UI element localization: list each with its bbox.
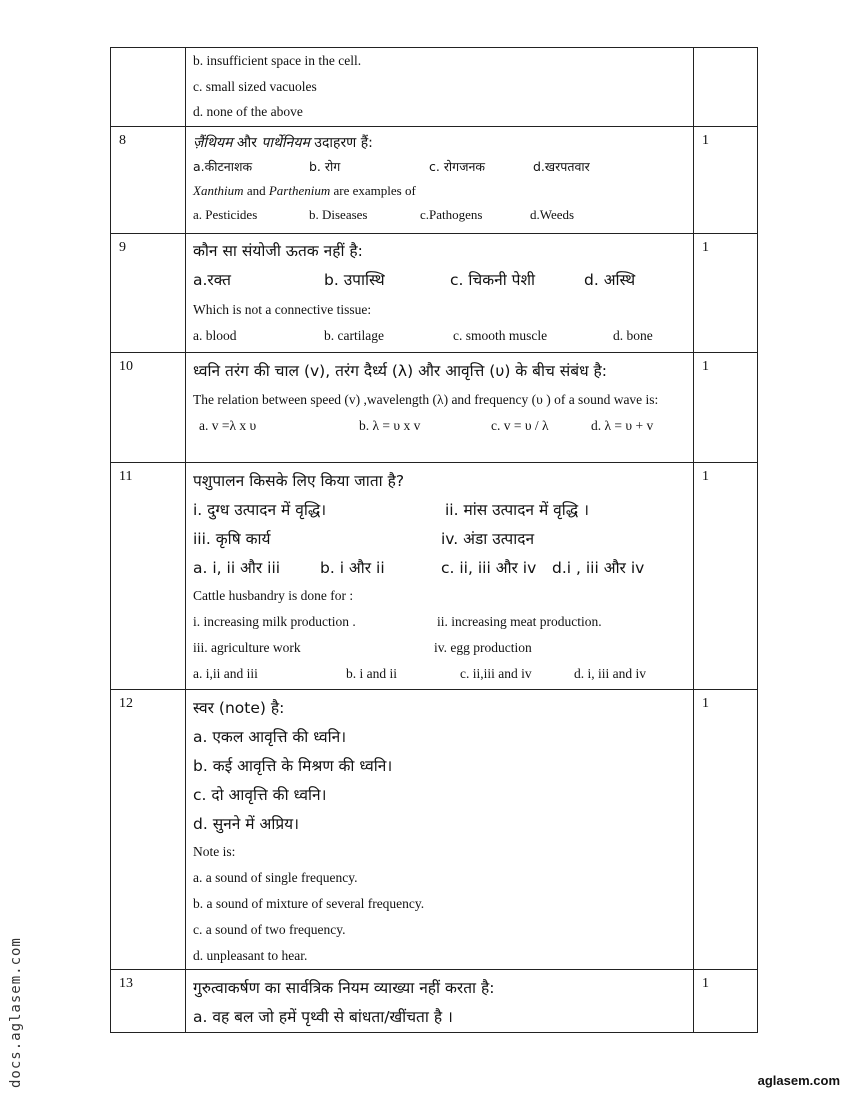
options-hindi — [193, 554, 687, 583]
watermark-vertical: docs.aglasem.com — [8, 937, 24, 1088]
option-text: a. i,ii and iii — [193, 666, 258, 681]
option-text: b. i and ii — [346, 666, 397, 681]
question-text-english: The relation between speed (v) ,wavelength (λ) and frequency (υ ) of a sound wave is: — [193, 392, 659, 407]
question-text-english — [193, 179, 687, 203]
option-text: b. a sound of mixture of several frequency. — [193, 896, 425, 911]
question-table — [110, 47, 758, 1033]
question-number: 13 — [111, 970, 186, 1033]
question-row — [111, 234, 758, 353]
question-body — [186, 353, 694, 463]
question-row — [111, 353, 758, 463]
question-row — [111, 463, 758, 690]
statement-text: iii. agriculture work — [193, 640, 301, 655]
question-text-hindi: स्वर (note) है: — [193, 699, 285, 717]
option-text: a. a sound of single frequency. — [193, 870, 358, 885]
question-number: 11 — [111, 463, 186, 690]
question-row — [111, 690, 758, 970]
option-text: d. अस्थि — [584, 271, 636, 289]
italic-term: ज़ैंथियम — [193, 135, 233, 151]
option-text: b. रोग — [309, 159, 341, 174]
option-text: d.i , iii और iv — [552, 559, 645, 577]
option-text: d.खरपतवार — [533, 159, 590, 174]
question-row — [111, 48, 758, 127]
question-number: 10 — [111, 353, 186, 463]
question-body — [186, 970, 694, 1033]
statement-text: ii. मांस उत्पादन में वृद्धि । — [445, 501, 589, 519]
question-number — [111, 48, 186, 127]
question-text-hindi — [193, 127, 687, 155]
question-body — [186, 127, 694, 234]
option-text: c. smooth muscle — [453, 328, 548, 343]
marks: 1 — [694, 234, 758, 353]
italic-term: पार्थेनियम — [261, 135, 310, 151]
question-text-english: Note is: — [193, 844, 236, 859]
statement-text: ii. increasing meat production. — [437, 614, 602, 629]
question-row — [111, 970, 758, 1033]
options-english — [193, 661, 687, 687]
statement-text: iii. कृषि कार्य — [193, 530, 271, 548]
option-text: a. वह बल जो हमें पृथ्वी से बांधता/खींचता है । — [193, 1008, 453, 1026]
question-text-english: Cattle husbandry is done for : — [193, 588, 354, 603]
option-text: c. ii, iii और iv — [441, 559, 537, 577]
option-text: a. Pesticides — [193, 207, 258, 222]
watermark-brand: aglasem.com — [757, 1073, 840, 1088]
question-number: 12 — [111, 690, 186, 970]
option-text: c. दो आवृत्ति की ध्वनि। — [193, 786, 327, 804]
italic-term: Xanthium — [193, 183, 244, 198]
question-text-hindi: कौन सा संयोजी ऊतक नहीं है: — [193, 242, 363, 260]
statement-text: i. increasing milk production . — [193, 614, 356, 629]
option-text: c. a sound of two frequency. — [193, 922, 346, 937]
question-text-hindi: पशुपालन किसके लिए किया जाता है? — [193, 472, 405, 490]
option-text: a.रक्त — [193, 271, 231, 289]
options-english — [193, 203, 687, 227]
question-text-english: Which is not a connective tissue: — [193, 302, 372, 317]
option-text: c. small sized vacuoles — [193, 78, 317, 94]
statement-text: iv. egg production — [434, 640, 532, 655]
option-text: a. blood — [193, 328, 237, 343]
statements-hindi — [193, 496, 687, 525]
option-text: b. i और ii — [320, 559, 385, 577]
text-span: और — [232, 135, 262, 151]
option-text: d. none of the above — [193, 104, 303, 119]
option-text: d. bone — [613, 328, 653, 343]
question-body — [186, 234, 694, 353]
options-english — [193, 323, 687, 349]
option-text: b. cartilage — [324, 328, 384, 343]
question-number: 8 — [111, 127, 186, 234]
marks: 1 — [694, 127, 758, 234]
option-text: a. एकल आवृत्ति की ध्वनि। — [193, 728, 347, 746]
option-text: c.Pathogens — [420, 207, 483, 222]
options-english — [193, 409, 687, 439]
option-text: d. λ = υ + v — [591, 418, 654, 433]
italic-term: Parthenium — [268, 183, 331, 198]
option-text: c. ii,iii and iv — [460, 666, 532, 681]
option-text: b. λ = υ x v — [359, 418, 421, 433]
options-hindi — [193, 266, 687, 295]
question-row — [111, 127, 758, 234]
text-span: and — [243, 183, 269, 198]
marks: 1 — [694, 463, 758, 690]
question-body — [186, 48, 694, 127]
marks — [694, 48, 758, 127]
option-text: d. सुनने में अप्रिय। — [193, 815, 300, 833]
statement-text: i. दुग्ध उत्पादन में वृद्धि। — [193, 501, 327, 519]
option-text: b. Diseases — [309, 207, 368, 222]
option-text: d. i, iii and iv — [574, 666, 646, 681]
statements-hindi — [193, 525, 687, 554]
option-text: a.कीटनाशक — [193, 159, 253, 174]
marks: 1 — [694, 970, 758, 1033]
text-span: उदाहरण हैं: — [309, 135, 373, 151]
text-span: are examples of — [330, 183, 416, 198]
question-number: 9 — [111, 234, 186, 353]
option-text: c. रोगजनक — [429, 159, 486, 174]
option-text: c. चिकनी पेशी — [450, 271, 536, 289]
question-body — [186, 690, 694, 970]
option-text: b. उपास्थि — [324, 271, 385, 289]
option-text: a. v =λ x υ — [199, 418, 257, 433]
option-text: b. insufficient space in the cell. — [193, 53, 362, 68]
statement-text: iv. अंडा उत्पादन — [441, 530, 535, 548]
option-text: b. कई आवृत्ति के मिश्रण की ध्वनि। — [193, 757, 393, 775]
option-text: a. i, ii और iii — [193, 559, 281, 577]
option-text: d.Weeds — [530, 207, 575, 222]
marks: 1 — [694, 690, 758, 970]
marks: 1 — [694, 353, 758, 463]
question-body — [186, 463, 694, 690]
option-text: d. unpleasant to hear. — [193, 948, 308, 963]
options-hindi — [193, 155, 687, 179]
option-text: c. v = υ / λ — [491, 418, 549, 433]
statements-english — [193, 635, 687, 661]
statements-english — [193, 609, 687, 635]
question-text-hindi: ध्वनि तरंग की चाल (v), तरंग दैर्ध्य (λ) और आवृत्ति (υ) के बीच संबंध है: — [193, 362, 608, 380]
question-text-hindi: गुरुत्वाकर्षण का सार्वत्रिक नियम व्याख्या नहीं करता है: — [193, 979, 495, 997]
